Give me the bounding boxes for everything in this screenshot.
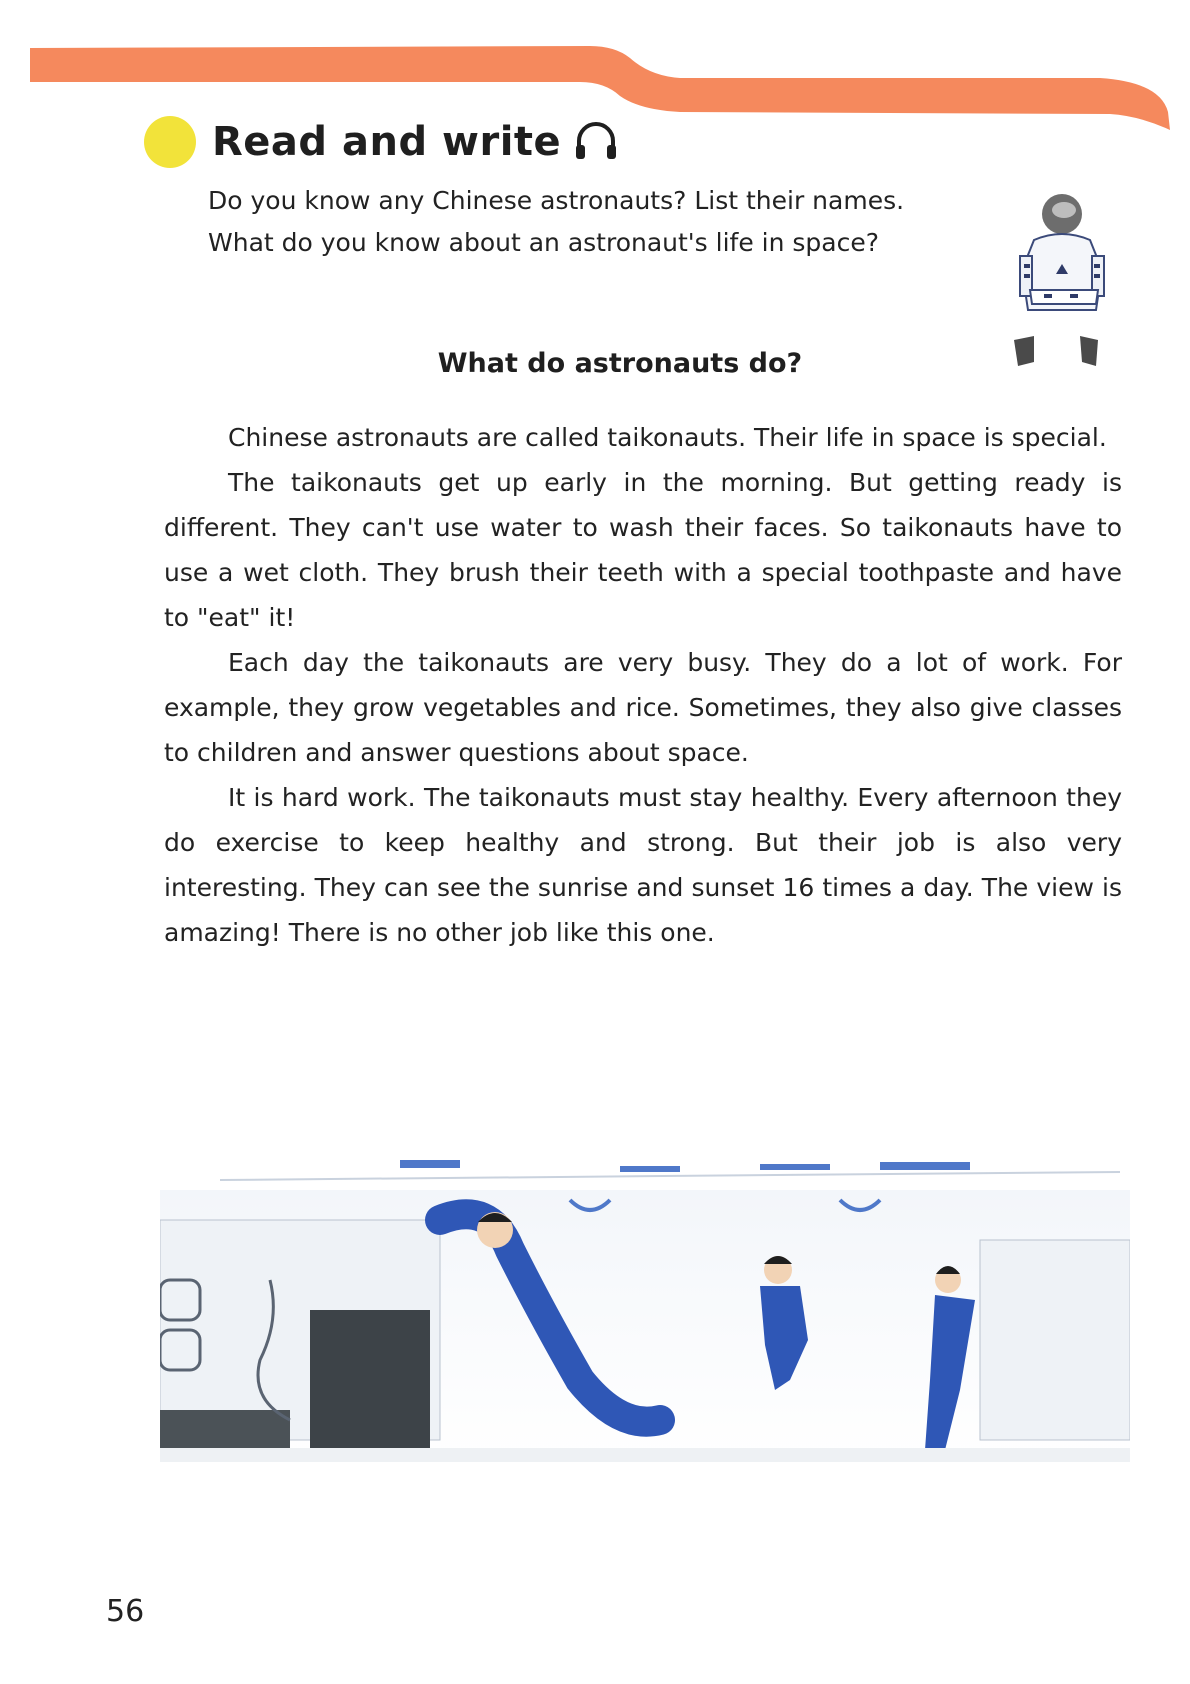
- intro-question-1: Do you know any Chinese astronauts? List their names.: [208, 186, 905, 215]
- article-paragraph: It is hard work. The taikonauts must stay healthy. Every afternoon they do exercise to keep healthy and strong. But their job is also very interesting. They can see the sunrise and sunset 16 times a day. The view is amazing! There is no other job like this one.: [164, 783, 1122, 947]
- section-dot-icon: [144, 116, 196, 168]
- article-paragraph: Chinese astronauts are called taikonauts. Their life in space is special.: [228, 423, 1107, 452]
- intro-questions: [208, 180, 968, 264]
- article-title: What do astronauts do?: [437, 348, 803, 379]
- astronaut-suit-icon: [1000, 190, 1120, 400]
- space-station-illustration: [160, 1160, 1130, 1480]
- section-title: Read and write: [212, 119, 562, 165]
- article-paragraph: Each day the taikonauts are very busy. They do a lot of work. For example, they grow vegetables and rice. Sometimes, they also give classes to children and answer questions about space.: [164, 648, 1122, 767]
- intro-question-2: What do you know about an astronaut's life in space?: [208, 228, 880, 257]
- page-number: 56: [106, 1594, 145, 1629]
- article-paragraph: The taikonauts get up early in the morning. But getting ready is different. They can't use water to wash their faces. So taikonauts have to use a wet cloth. They brush their teeth with a special toothpaste and have to "eat" it!: [164, 468, 1122, 632]
- section-header: [144, 112, 619, 172]
- article-body: [164, 415, 1122, 955]
- headphones-icon[interactable]: [573, 119, 619, 165]
